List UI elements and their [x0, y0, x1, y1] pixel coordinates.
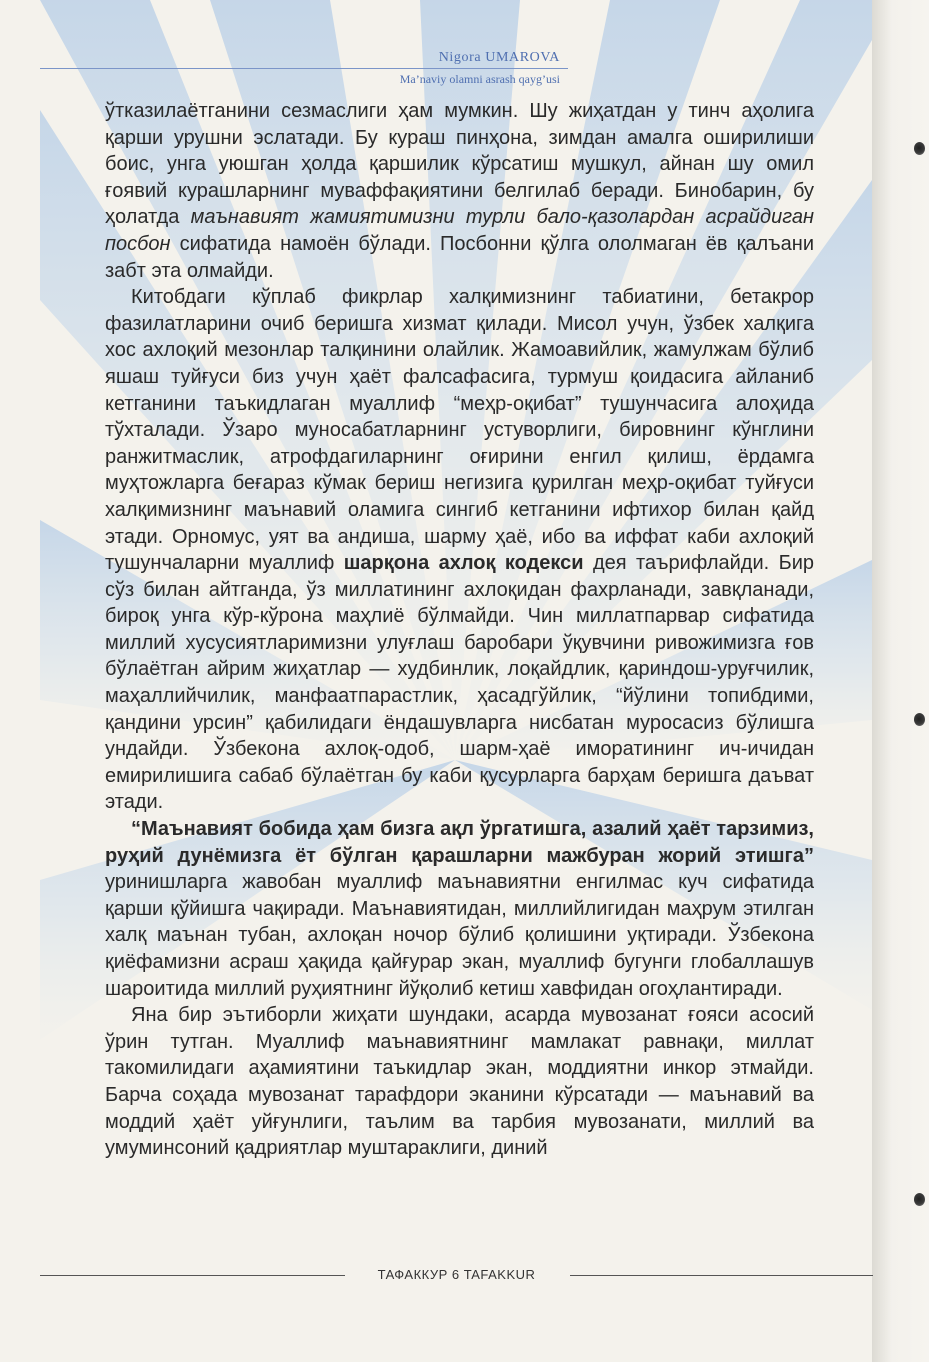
p3-text-b: уринишларга жавобан муаллиф маънавиятни енгилмас куч сифатида қарши қўйишга чақиради. Маънавиятидан, миллийлигидан маҳрум этилган халқ маънан тубан, ахлоқан ночор бўлиб қолишини уқтиради. Ўзбекона қиёфамизни асраш ҳақида қайғурар экан, муаллиф бугунги глобаллашув шароитида миллий руҳиятнинг йўқолиб кетиш хавфидан огоҳлантиради.	[105, 871, 814, 1000]
paragraph-3	[105, 816, 814, 1002]
binder-hole-top	[914, 142, 925, 155]
p4-text-a: Яна бир эътиборли жиҳати шундаки, асарда мувозанат ғояси асосий ўрин тутган. Муаллиф маънавиятнинг мамлакат равнақи, миллат такомилидаги аҳамиятини таъкидлар экан, моддиятни инкор этмайди. Барча соҳада мувозанат тарафдори эканини кўрсатади — маънавий ва моддий ҳаёт уйғунлиги, таълим ва тарбия мувозанати, миллий ва умуминсоний қадриятлар муштараклиги, диний	[105, 1004, 814, 1160]
header-author: Nigora UMAROVA	[438, 50, 560, 65]
p3-bold-quote: “Маънавият бобида ҳам бизга ақл ўргатишга, азалий ҳаёт тарзимиз, руҳий дунёмизга ёт бўлган қарашларни мажбуран жорий этишга”	[105, 818, 814, 867]
paragraph-4	[105, 1002, 814, 1162]
running-header	[300, 50, 560, 66]
p1-italic-phrase: маънавият жамиятимизни турли бало-қазолардан асрайдиган посбон	[105, 206, 814, 255]
paper-edge	[872, 0, 929, 1362]
paragraph-1	[105, 98, 814, 284]
p2-text-a: Китобдаги кўплаб фикрлар халқимизнинг табиатини, бетакрор фазилатларини очиб беришга хизмат қилади. Мисол учун, ўзбек халқига хос ахлоқий мезонлар талқинини олайлик. Жамоавийлик, жамулжам бўлиб яшаш туйғуси биз учун ҳаёт фалсафасига, турмуш қоидасига айланиб кетганини таъкидлаган муаллиф “меҳр-оқибат” тушунчасига алоҳида тўхталади. Ўзаро муносабатларнинг устуворлиги, бировнинг кўнглини ранжитмаслик, атрофдагиларнинг оғирини енгил қилиш, ёрдамга муҳтожларга беғараз кўмак бериш негизига қурилган меҳр-оқибат туйғуси халқимизнинг маънавий оламига сингиб кетганини ифтихор билан қайд этади. Орномус, уят ва андиша, шарму ҳаё, ибо ва иффат каби ахлоқий тушунчаларни муаллиф	[105, 286, 814, 575]
footer-magazine-title: ТАФАККУР 6 TAFAKKUR	[377, 1267, 536, 1282]
article-body	[105, 98, 814, 1162]
page-footer	[40, 1266, 873, 1286]
paragraph-2	[105, 284, 814, 816]
p1-text-a: ўтказилаётганини сезмаслиги ҳам мумкин. Шу жиҳатдан у тинч аҳолига қарши урушни эслатади. Бу кураш пинҳона, зимдан амалга оширилиши боис, унга уюшган ҳолда қаршилик кўрсатиш мушкул, айнан шу омил ғоявий курашларнинг муваффақиятини белгилаб беради. Бинобарин, бу ҳолатда	[105, 100, 814, 229]
p2-bold-phrase: шарқона ахлоқ кодекси	[343, 552, 584, 575]
p2-text-c: дея таърифлайди. Бир сўз билан айтганда, ўз миллатининг ахлоқидан фахрланади, завқланади, бироқ унга кўр-кўрона маҳлиё бўлмайди. Чин миллатпарвар сифатида миллий хусусиятларимизни улуғлаш баробари ўқувчини ривожимизга ғов бўлаётган айрим жиҳатлар — худбинлик, лоқайдлик, қариндош-уруғчилик, маҳаллийчилик, манфаатпарастлик, ҳасадгўйлик, “йўлини топибдими, қандини урсин” қабилидаги ёндашувларга нисбатан муросасиз бўлишга ундайди. Ўзбекона ахлоқ-одоб, шарм-ҳаё иморатининг ич-ичидан емирилишига сабаб бўлаётган бу каби қусурларга барҳам беришга даъват этади.	[105, 552, 815, 814]
p1-text-c: сифатида намоён бўлади. Посбонни қўлга ололмаган ёв қалъани забт эта олмайди.	[105, 232, 814, 282]
binder-hole-bottom	[914, 1193, 925, 1206]
header-rule	[40, 68, 568, 69]
binder-hole-middle	[914, 713, 925, 726]
header-book-title: Ma’naviy olamni asrash qayg’usi	[399, 72, 560, 86]
